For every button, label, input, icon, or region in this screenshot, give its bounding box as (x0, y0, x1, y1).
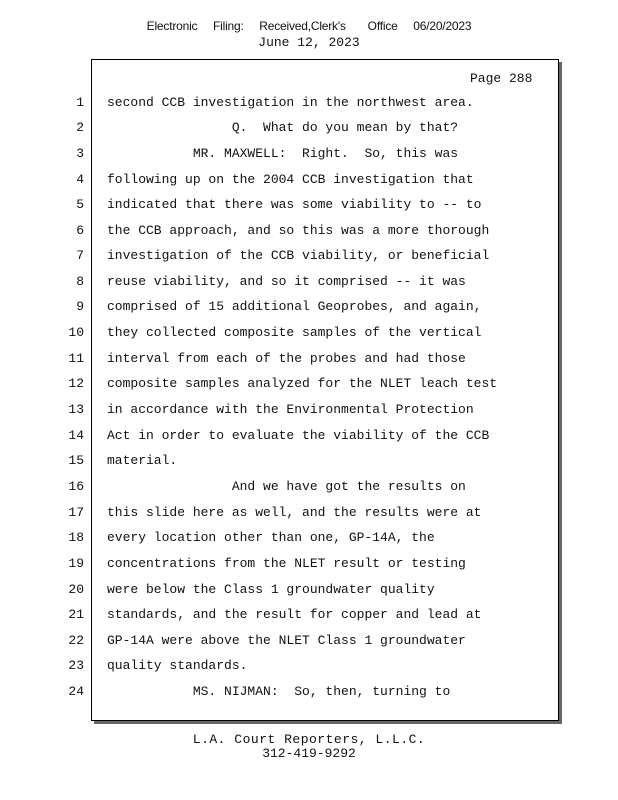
line-number: 2 (76, 120, 84, 135)
transcript-line (0, 274, 560, 294)
line-number: 22 (68, 633, 84, 648)
transcript-line (0, 530, 560, 550)
line-text: investigation of the CCB viability, or beneficial (107, 248, 490, 263)
transcript-line (0, 325, 560, 345)
line-number: 12 (68, 376, 84, 391)
line-number: 4 (76, 172, 84, 187)
line-text: following up on the 2004 CCB investigation that (107, 172, 474, 187)
line-number: 10 (68, 325, 84, 340)
transcript-line (0, 453, 560, 473)
line-number: 24 (68, 684, 84, 699)
line-number: 14 (68, 428, 84, 443)
line-text: Q. What do you mean by that? (107, 120, 459, 135)
line-text: comprised of 15 additional Geoprobes, and again, (107, 299, 482, 314)
transcript-line (0, 146, 560, 166)
line-number: 16 (68, 479, 84, 494)
transcript-date: June 12, 2023 (258, 35, 360, 50)
transcript-line (0, 582, 560, 602)
line-text: they collected composite samples of the vertical (107, 325, 482, 340)
line-number: 21 (68, 607, 84, 622)
transcript-line (0, 351, 560, 371)
line-text: quality standards. (107, 658, 248, 673)
line-text: were below the Class 1 groundwater quality (107, 582, 435, 597)
line-text: second CCB investigation in the northwest area. (107, 95, 474, 110)
line-number: 13 (68, 402, 84, 417)
line-number: 1 (76, 95, 84, 110)
reporter-company: L.A. Court Reporters, L.L.C. (192, 732, 426, 747)
transcript-line (0, 248, 560, 268)
transcript-line (0, 479, 560, 499)
line-text: MS. NIJMAN: So, then, turning to (107, 684, 451, 699)
line-number: 3 (76, 146, 84, 161)
transcript-line (0, 505, 560, 525)
reporter-phone: 312-419-9292 (262, 746, 356, 761)
transcript-line (0, 172, 560, 192)
line-text: GP-14A were above the NLET Class 1 groundwater (107, 633, 466, 648)
line-text: indicated that there was some viability to -- to (107, 197, 482, 212)
transcript-line (0, 120, 560, 140)
line-text: the CCB approach, and so this was a more thorough (107, 223, 490, 238)
transcript-line (0, 658, 560, 678)
line-text: concentrations from the NLET result or testing (107, 556, 466, 571)
line-number: 5 (76, 197, 84, 212)
line-number: 19 (68, 556, 84, 571)
line-number: 11 (68, 351, 84, 366)
transcript-line (0, 428, 560, 448)
transcript-line (0, 633, 560, 653)
transcript-line (0, 95, 560, 115)
line-number: 9 (76, 299, 84, 314)
transcript-line (0, 402, 560, 422)
line-text: reuse viability, and so it comprised -- it was (107, 274, 466, 289)
filing-stamp: Electronic Filing: Received,Clerk's Office 06/20/2023 (146, 19, 472, 33)
line-text: material. (107, 453, 178, 468)
line-text: composite samples analyzed for the NLET leach test (107, 376, 498, 391)
line-number: 23 (68, 658, 84, 673)
transcript-line (0, 299, 560, 319)
line-number: 6 (76, 223, 84, 238)
transcript-line (0, 197, 560, 217)
line-text: And we have got the results on (107, 479, 466, 494)
line-text: interval from each of the probes and had those (107, 351, 466, 366)
line-number: 18 (68, 530, 84, 545)
page-number: Page 288 (470, 71, 533, 86)
line-number: 8 (76, 274, 84, 289)
line-number: 15 (68, 453, 84, 468)
transcript-line (0, 376, 560, 396)
line-text: Act in order to evaluate the viability of the CCB (107, 428, 490, 443)
transcript-line (0, 556, 560, 576)
line-text: this slide here as well, and the results were at (107, 505, 482, 520)
line-text: standards, and the result for copper and lead at (107, 607, 482, 622)
transcript-line (0, 607, 560, 627)
line-number: 20 (68, 582, 84, 597)
line-text: MR. MAXWELL: Right. So, this was (107, 146, 459, 161)
line-text: in accordance with the Environmental Protection (107, 402, 474, 417)
transcript-line (0, 223, 560, 243)
line-text: every location other than one, GP-14A, the (107, 530, 435, 545)
line-number: 7 (76, 248, 84, 263)
line-number: 17 (68, 505, 84, 520)
transcript-line (0, 684, 560, 704)
